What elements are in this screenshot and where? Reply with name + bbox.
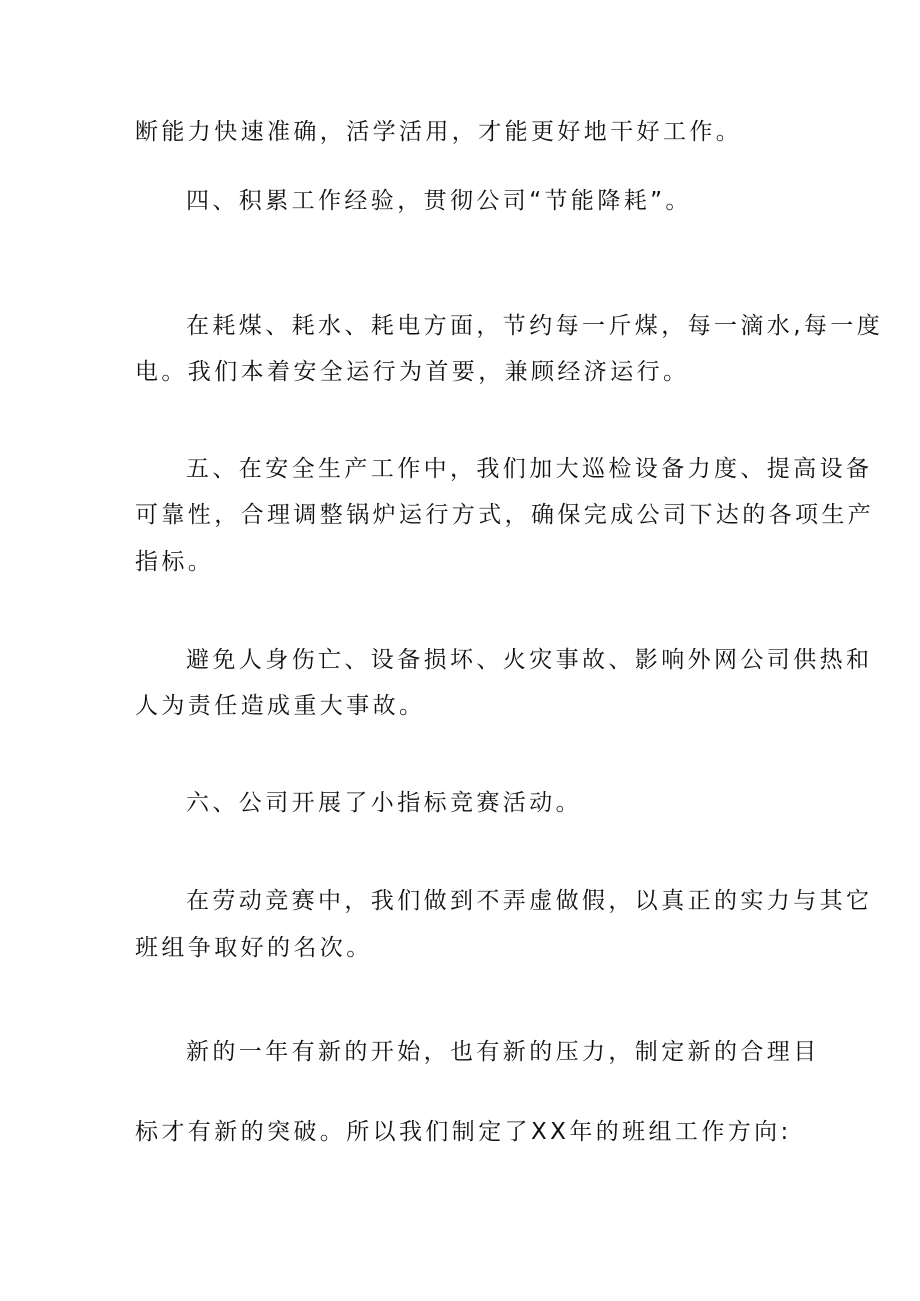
paragraph-line: 避免人身伤亡、设备损坏、火灾事故、影响外网公司供热和 — [186, 647, 873, 673]
paragraph-line: 人为责任造成重大事故。 — [135, 693, 426, 719]
paragraph-line: 新的一年有新的开始，也有新的压力，制定新的合理目 — [186, 1039, 820, 1065]
section-heading-six: 六、公司开展了小指标竞赛活动。 — [186, 790, 582, 816]
paragraph-line: 在劳动竞赛中，我们做到不弄虚做假，以真正的实力与其它 — [186, 888, 873, 914]
paragraph-line: 指标。 — [135, 549, 215, 575]
paragraph-line: 电。我们本着安全运行为首要，兼顾经济运行。 — [135, 359, 690, 385]
section-heading-four: 四、积累工作经验，贯彻公司“节能降耗”。 — [186, 188, 692, 214]
paragraph-line: 可靠性，合理调整锅炉运行方式，确保完成公司下达的各项生产 — [135, 502, 875, 528]
paragraph-line: 标才有新的突破。所以我们制定了XX年的班组工作方向: — [135, 1119, 792, 1145]
paragraph-line: 在耗煤、耗水、耗电方面，节约每一斤煤，每一滴水,每一度 — [186, 313, 884, 339]
section-heading-five: 五、在安全生产工作中，我们加大巡检设备力度、提高设备 — [186, 456, 873, 482]
paragraph-line: 断能力快速准确，活学活用，才能更好地干好工作。 — [135, 119, 743, 145]
paragraph-line: 班组争取好的名次。 — [135, 935, 373, 961]
